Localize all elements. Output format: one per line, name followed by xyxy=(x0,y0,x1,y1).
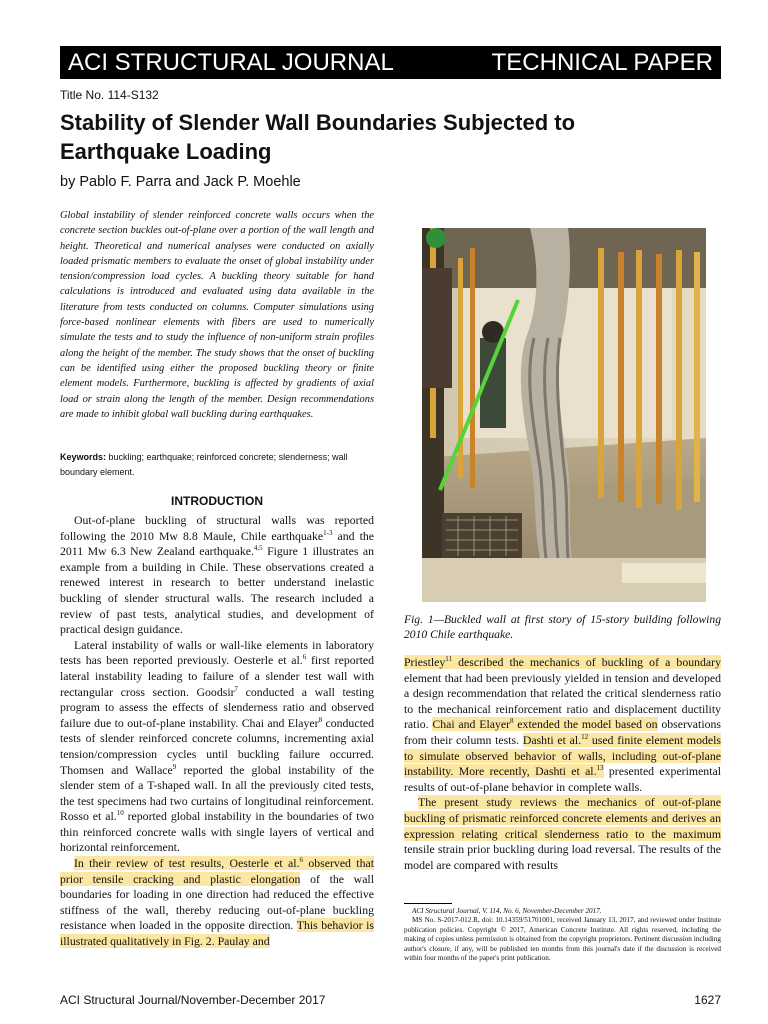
figure-1-caption: Fig. 1—Buckled wall at first story of 15-story building following 2010 Chile earthquake. xyxy=(404,613,721,641)
page-number: 1627 xyxy=(694,993,721,1007)
footnote xyxy=(404,907,721,963)
paragraph-1: Out-of-plane buckling of structural walls was reported following the 2010 Mw 8.8 Maule, Chile earthquake$^{1-3}$ and the 2011 Mw 6.3 New Zealand earthquake.$^{4,5}$ Figure 1 illustrates an example from a building in Chile. These observations created a renewed interest in research to better understand inelastic buckling of slender structural walls. The research included a review of past tests, analytical studies, and development of practical design guidance. xyxy=(60,513,375,637)
keywords-text: buckling; earthquake; reinforced concrete; slenderness; wall boundary element. xyxy=(60,452,348,477)
paragraph-2: Lateral instability of walls or wall-like elements in laboratory tests has been reported previously. Oesterle et al.$^6$ first reported lateral instability leading to failure of a slender test wall with rectangular cross section. Goodsir$^7$ conducted a wall testing program to assess the effects of slenderness ratio and observed failure due to out-of-plane instability. Chai and Elayer$^8$ conducted tests of slender reinforced concrete columns, incrementing axial tension/compression cycles until buckling failure occurred. Thomsen and Wallace$^9$ reported the global instability of the slender stem of a T-shaped wall. In all the previously cited tests, the test specimens had two curtains of longitudinal reinforcement. Rosso et al.$^{10}$ reported global instability in the boundaries of two thin reinforced concrete walls with single layers of vertical and horizontal reinforcement. xyxy=(60,637,374,855)
highlight: Priestley$^{11}$ described the mechanics of buckling of a boundary xyxy=(404,655,721,669)
introduction-heading: INTRODUCTION xyxy=(171,494,263,508)
paragraph-3: In their review of test results, Oesterle et al.$^6$ observed that prior tensile cracking and plastic elongation of the wall boundaries for loading in one direction had reduced the effective stiffness of the wall, thereby reducing out-of-plane buckling resistance when loaded in the opposite direction. This behavior is illustrated qualitatively in Fig. 2. Paulay and xyxy=(60,856,374,949)
title-number: Title No. 114-S132 xyxy=(60,88,159,102)
highlight: Chai and Elayer$^8$ extended the model based on xyxy=(432,717,658,732)
highlight: In their review of test results, Oesterle et al.$^6$ observed that prior tensile cracking and plastic elongation xyxy=(60,856,374,886)
journal-name: ACI STRUCTURAL JOURNAL xyxy=(68,49,394,76)
paragraph-5: The present study reviews the mechanics of out-of-plane buckling of prismatic reinforced concrete elements and derives an expression relating critical slenderness ratio to the maximum tensile strain prior buckling during load reversal. The results of the model are compared with results xyxy=(404,795,721,872)
section-label: TECHNICAL PAPER xyxy=(491,49,713,76)
paper-title: Stability of Slender Wall Boundaries Subjected to Earthquake Loading xyxy=(60,110,576,164)
buckled-wall-image xyxy=(422,228,706,602)
footer-journal: ACI Structural Journal/November-December 2017 xyxy=(60,993,326,1007)
figure-1-photo xyxy=(422,228,706,602)
footnote-rule xyxy=(404,903,452,904)
abstract: Global instability of slender reinforced concrete walls occurs when the concrete section buckles out-of-plane over a portion of the wall length and height. Theoretical and numerical analyses were conducted on axially loaded prismatic members to evaluate the onset of global instability under tension/compression load cycles. A buckling theory suitable for hand calculations is introduced and evaluated using data available in the literature from tests conducted on columns. Computer simulations using force-based nonlinear elements with fibers are used to numerically simulate the tests and to study the influence of non-uniform strain profiles along the height of the member. The study shows that the onset of buckling can be identified using either the proposed buckling theory or finite element models. Furthermore, buckling is affected by gradients of axial load or strain along the length of the member. Design recommendations are made to inhibit global wall buckling during earthquakes. xyxy=(60,210,374,420)
keywords-label: Keywords: xyxy=(60,452,107,462)
paragraph-4: Priestley$^{11}$ described the mechanics of buckling of a boundary element that had been previously yielded in tension and developed a design recommendation that related the critical slenderness ratio to the mechanical reinforcement ratio and displacement ductility ratio. Chai and Elayer$^8$ extended the model based on observations from their column tests. Dashti et al.$^{12}$ used finite element models to simulate observed behavior of walls, including out-of-plane instability. More recently, Dashti et al.$^{13}$ presented experimental results of out-of-plane behavior in complete walls. xyxy=(404,655,721,794)
highlight: This behavior is illustrated qualitatively in Fig. 2. Paulay and xyxy=(60,918,374,949)
left-column-body xyxy=(60,513,374,950)
highlight: The present study reviews the mechanics of out-of-plane buckling of prismatic reinforced concrete elements and derives an expression relating critical slenderness ratio to the maximum xyxy=(404,795,721,841)
paper-authors: by Pablo F. Parra and Jack P. Moehle xyxy=(60,174,301,190)
right-column-body xyxy=(404,655,721,873)
keywords xyxy=(60,450,374,480)
journal-banner xyxy=(60,46,721,79)
footnote-citation: ACI Structural Journal, V. 114, No. 6, November-December 2017. xyxy=(412,907,602,915)
highlight: Dashti et al.$^{12}$ used finite element models to simulate observed behavior of walls, including out-of-plane instability. More recently, Dashti et al.$^{13}$ xyxy=(404,732,721,779)
footnote-details: MS No. S-2017-012.R, doi: 10.14359/51701001, received January 13, 2017, and reviewed under Institute publication policies. Copyright © 2017, American Concrete Institute. All rights reserved, including the making of copies unless permission is obtained from the copyright proprietors. Pertinent discussion including author's closure, if any, will be published ten months from this journal's date if the discussion is received within four months of the paper's print publication. xyxy=(404,916,721,963)
